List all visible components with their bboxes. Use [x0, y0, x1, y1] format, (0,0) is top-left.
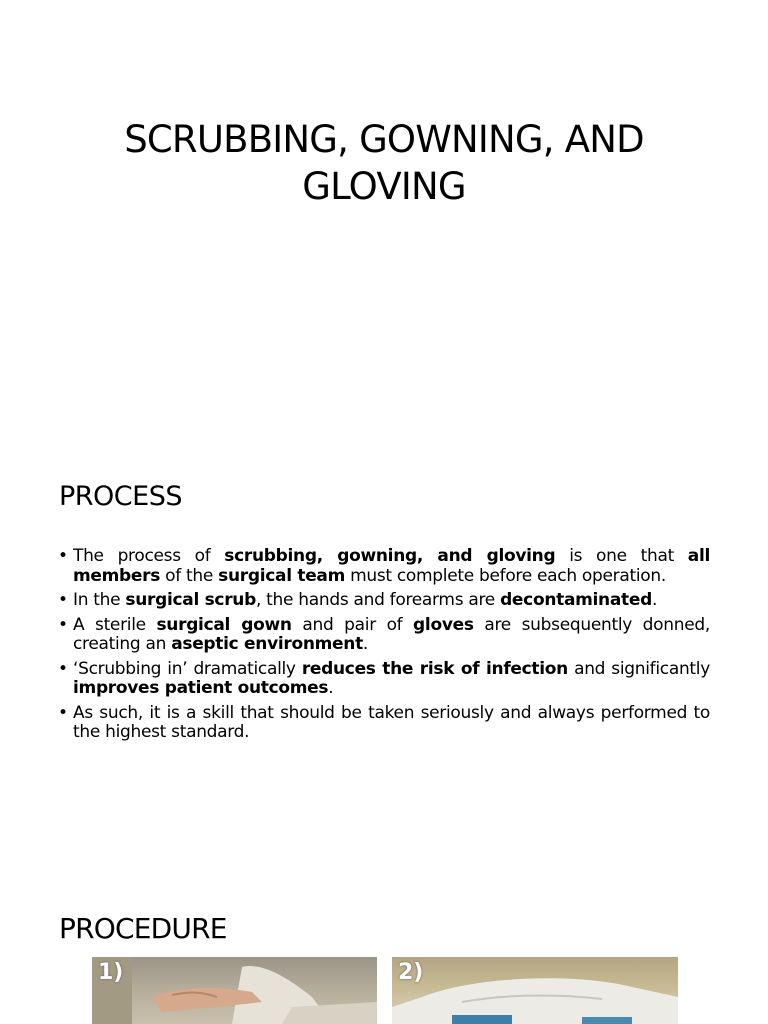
bullet-text: A sterile	[73, 614, 157, 635]
bullet-emphasis-text: all members	[73, 546, 711, 586]
bullet-text: The process of	[73, 546, 225, 566]
bullet-text: , the hands and forearms are	[255, 590, 501, 610]
bullet-text: In the	[73, 590, 126, 610]
bullet-text: are subsequently donned, creating an	[73, 614, 710, 654]
bullet-text: As such, it is a skill that should be taken seriously and always performed to the highest standard.	[73, 702, 710, 742]
bullet-text: must complete before each operation.	[345, 565, 666, 586]
bullet-emphasis-text: aseptic environment	[171, 634, 363, 654]
bullet-emphasis-text: gloves	[413, 614, 474, 635]
hand-with-towel-image	[92, 957, 377, 1024]
procedure-heading: PROCEDURE	[59, 912, 227, 945]
title-line-2: GLOVING	[302, 165, 466, 208]
photo-label-2: 2)	[398, 960, 424, 985]
process-bullet-item	[58, 591, 710, 611]
bullet-emphasis-text: improves patient outcomes	[73, 678, 329, 698]
process-bullet-list	[58, 547, 710, 748]
bullet-text: and significantly	[567, 658, 710, 679]
process-heading: PROCESS	[59, 481, 182, 512]
bullet-emphasis-text: decontaminated	[500, 590, 652, 610]
bullet-text: .	[328, 678, 334, 698]
bullet-text: of the	[160, 565, 219, 586]
procedure-photo-1	[92, 957, 377, 1024]
bullet-emphasis-text: surgical scrub	[125, 590, 256, 610]
photo-label-1: 1)	[98, 960, 124, 985]
slide-title	[60, 116, 708, 210]
process-bullet-item	[58, 660, 710, 699]
process-bullet-item	[58, 547, 710, 586]
title-line-1: SCRUBBING, GOWNING, AND	[124, 118, 644, 161]
bullet-emphasis-text: surgical gown	[156, 614, 292, 635]
bullet-text: .	[362, 634, 369, 654]
bullet-emphasis-text: surgical team	[218, 565, 346, 586]
bullet-text: .	[651, 590, 658, 610]
procedure-photo-2	[392, 957, 678, 1024]
bullet-emphasis-text: reduces the risk of infection	[301, 658, 568, 679]
bullet-emphasis-text: scrubbing, gowning, and gloving	[224, 546, 556, 566]
bullet-text: and pair of	[291, 614, 414, 635]
process-bullet-item	[58, 616, 710, 655]
process-bullet-item	[58, 704, 710, 743]
bullet-text: ‘Scrubbing in’ dramatically	[73, 658, 302, 679]
bullet-text: is one that	[555, 546, 688, 566]
folded-gown-image	[392, 957, 678, 1024]
